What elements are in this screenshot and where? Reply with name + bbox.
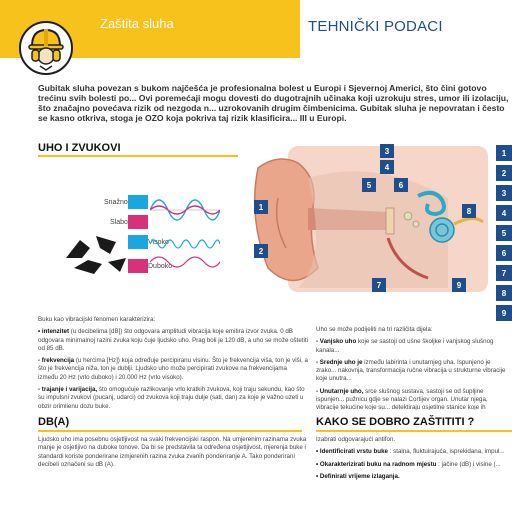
- side-number-9: 9: [496, 305, 512, 321]
- header-banner-slant: [270, 0, 300, 58]
- legend-swatch-strong: [128, 195, 148, 209]
- protect-item-term: • Definirati vrijeme izlaganja.: [316, 472, 400, 480]
- side-number-1: 1: [496, 145, 512, 161]
- protect-intro-line: Izabrati odgovarajući antifon.: [316, 436, 396, 443]
- legend-label-high: Visoko: [148, 239, 169, 246]
- protect-item-text: : stalna, fluktuirajuća, isprekidana, impul...: [387, 448, 505, 456]
- uho-description: [38, 316, 308, 408]
- ear-label-3: 3: [380, 144, 394, 158]
- ear-label-9: 9: [452, 278, 466, 292]
- ear-item-term: - Vanjsko uho: [316, 338, 357, 346]
- ear-item-text: koje se sastoji od ušne školjke i vanjskog slušnog kanala...: [316, 338, 494, 354]
- uho-section-underline: [38, 155, 238, 157]
- legend-label-strong: Snažno: [104, 199, 128, 206]
- uho-intro-line: Buku kao vibracijski fenomen karakterizira:: [38, 316, 156, 323]
- uho-item-text: što omogućuje razlikovanje vrlo kratkih zvukova, koji traju sekundu, kao što su impulsni zvukovi (pucanj, udarci) od zvukova koji traju dulje (sati, dan) za koje je važno uzeti u obzir primljenu dozu buke.: [38, 386, 305, 408]
- side-number-5: 5: [496, 225, 512, 241]
- uho-item-intensity: [38, 328, 308, 353]
- ear-anatomy-diagram: [238, 138, 488, 300]
- dba-section-title: DB(A): [38, 416, 70, 428]
- ear-label-7: 7: [372, 278, 386, 292]
- uho-item-term: - trajanje i varijacija,: [38, 386, 98, 394]
- protect-section-title: KAKO SE DOBRO ZAŠTITITI ?: [316, 416, 475, 428]
- ear-item-middle: [316, 359, 512, 384]
- section-title: Zaštita sluha: [100, 16, 174, 31]
- ear-item-text: između labirinta i unutarnjeg uha. Ispunjeno je zrako... nakovnja, transformacija ručne vibracija u strukturne vibracije koje unutra...: [316, 358, 506, 383]
- uho-item-term: - frekvencija: [38, 357, 75, 365]
- side-number-2: 2: [496, 165, 512, 181]
- ear-label-4: 4: [380, 160, 394, 174]
- dba-description: Ljudsko uho ima posebnu osjetljivost na svaki frekvencijski raspon. Na umjerenim razinama zvuka manje je osjetljivo na duboke tonove. Da bi se predstavila ta određena osjetljivost, mjerenja buke i standardi koriste ponderirane izmjerenih razina zvuka zvanih ponderiranje A. Tako ponderirani decibeli označeni su dB (A).: [38, 436, 307, 468]
- side-number-6: 6: [496, 245, 512, 261]
- side-number-3: 3: [496, 185, 512, 201]
- waveform-amplitude-icon: [150, 190, 220, 230]
- protect-section-underline: [316, 430, 512, 432]
- dba-section-underline: [38, 430, 302, 432]
- protect-description: [316, 436, 512, 512]
- intro-paragraph: Gubitak sluha povezan s bukom najčešća je profesionalna bolest u Europi i Sjevernoj Americi, što čini gotovo trećinu svih bolesti po... Ovi poremećaji mogu dovesti do dugotrajnih učinaka koji uzrokuju stres, umor ili izolaciju, što značajno povećava rizik od nezgoda n... uzrokovanih drugim čimbenicima. Gubitak sluha je nepovratan i često se kasno otkriva, stoga je OZO koja pokriva taj rizik klasificira... III u Europi.: [38, 83, 509, 123]
- ear-label-6: 6: [394, 178, 408, 192]
- ear-item-term: - Srednje uho je: [316, 358, 363, 366]
- protect-item-term: • Identificirati vrstu buke: [316, 448, 388, 456]
- protect-item-text: : jačine (dB) i visine (...: [436, 460, 501, 468]
- ear-parts-description: [316, 326, 512, 410]
- legend-swatch-weak: [128, 215, 148, 229]
- waveform-frequency-icon: [150, 232, 220, 272]
- uho-section-title: UHO I ZVUKOVI: [38, 142, 121, 154]
- side-number-7: 7: [496, 265, 512, 281]
- protect-item-workplace: [316, 461, 512, 469]
- uho-item-term: • intenzitet: [38, 328, 70, 336]
- ear-item-inner: [316, 388, 512, 410]
- legend-label-weak: Slabo: [110, 219, 128, 226]
- vibration-symbol-icon: [60, 232, 132, 278]
- ear-item-text: srce slušnog sustava, sastoji se od šupljine ispunjen... pužnicu gdje se nalazi Cortijev organ. Unutar njega, vibracije tekućine koje su... detektiraju osjetilne stanice koje ih: [316, 387, 488, 410]
- page-heading: TEHNIČKI PODACI: [308, 18, 443, 35]
- protect-item-noise-type: [316, 448, 512, 456]
- ear-item-term: - Unutarnje uho,: [316, 387, 364, 395]
- uho-item-duration: [38, 386, 308, 408]
- uho-item-text: (u decibelima [dB]) što odgovara amplitudi vibracija koje emitira izvor zvuka. 0 dB odgovara minimalnoj razini zvuka koju čuje ljudsko uho. Prag boli je 120 dB, a uho se može oštetiti od 85 dB.: [38, 328, 308, 352]
- ear-label-1: 1: [254, 200, 268, 214]
- side-number-8: 8: [496, 285, 512, 301]
- side-number-4: 4: [496, 205, 512, 221]
- ear-item-outer: [316, 338, 512, 355]
- legend-label-low: Duboko: [148, 263, 173, 270]
- ear-label-8: 8: [462, 204, 476, 218]
- helmet-earmuff-icon: [18, 18, 74, 76]
- protect-item-exposure: [316, 473, 512, 481]
- ear-intro-line: Uho se može podijeliti na tri različita dijela:: [316, 326, 433, 333]
- uho-item-frequency: [38, 357, 308, 382]
- uho-item-text: (u hercima [Hz]) koja određuje percipiranu visinu. Što je frekvencija viša, ton je viši, a što je frekvencija niža, ton je dublji. Ljudsko uho može percipirati zvukove na frekvencijama između 20 Hz (vrlo duboko) i 20.000 Hz (vrlo visoko).: [38, 357, 308, 381]
- protect-item-term: • Okarakterizirati buku na radnom mjestu: [316, 460, 437, 468]
- ear-label-5: 5: [362, 178, 376, 192]
- ear-label-2: 2: [254, 244, 268, 258]
